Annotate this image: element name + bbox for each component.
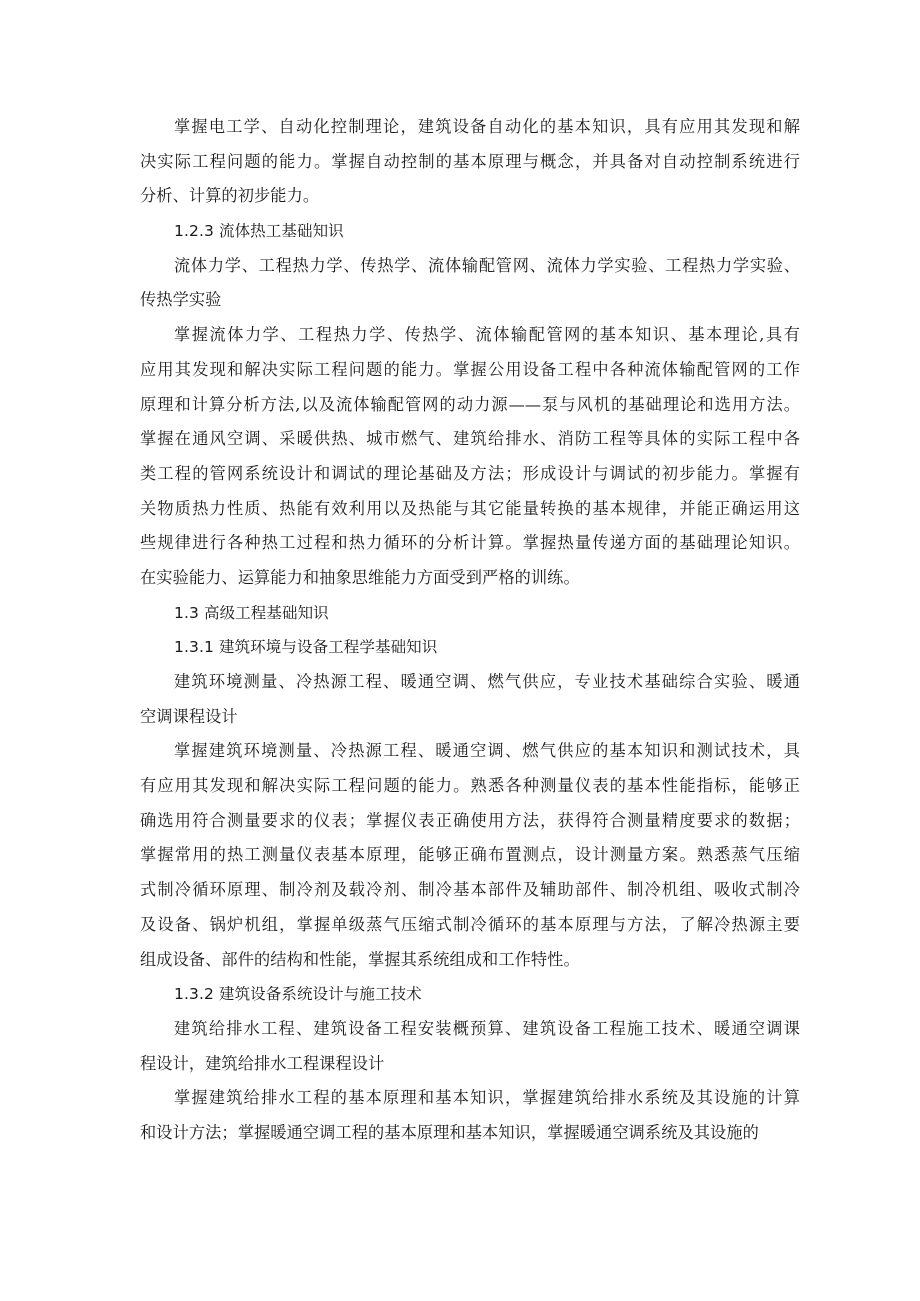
text-line: 掌握建筑给排水工程的基本原理和基本知识，掌握建筑给排水系统及其设施的计算 — [174, 1088, 800, 1108]
section-heading — [140, 630, 800, 665]
text-line: 建筑环境测量、冷热源工程、暖通空调、燃气供应，专业技术基础综合实验、暖通 — [174, 672, 800, 691]
text-line: 1.3.1 建筑环境与设备工程学基础知识 — [174, 638, 438, 657]
text-line: 及设备、锅炉机组，掌握单级蒸气压缩式制冷循环的基本原理与方法，了解冷热源主要 — [140, 914, 800, 934]
text-line: 程设计，建筑给排水工程课程设计 — [140, 1053, 385, 1073]
text-line: 建筑给排水工程、建筑设备工程安装概预算、建筑设备工程施工技术、暖通空调课 — [174, 1018, 800, 1038]
text-line: 掌握在通风空调、采暖供热、城市燃气、建筑给排水、消防工程等具体的实际工程中各 — [140, 429, 800, 449]
text-line: 1.2.3 流体热工基础知识 — [174, 222, 344, 241]
text-line: 掌握流体力学、工程热力学、传热学、流体输配管网的基本知识、基本理论,具有 — [174, 325, 800, 345]
text-line: 分析、计算的初步能力。 — [140, 186, 320, 206]
text-line: 确选用符合测量要求的仪表；掌握仪表正确使用方法，获得符合测量精度要求的数据； — [140, 810, 800, 830]
section-heading — [140, 977, 800, 1012]
paragraph — [140, 665, 800, 734]
text-line: 掌握常用的热工测量仪表基本原理，能够正确布置测点，设计测量方案。熟悉蒸气压缩 — [140, 845, 800, 865]
text-line: 掌握建筑环境测量、冷热源工程、暖通空调、燃气供应的基本知识和测试技术，具 — [174, 741, 800, 761]
text-line: 原理和计算分析方法,以及流体输配管网的动力源——泵与风机的基础理论和选用方法。 — [140, 394, 800, 414]
text-line: 关物质热力性质、热能有效利用以及热能与其它能量转换的基本规律，并能正确运用这 — [140, 498, 800, 518]
section-heading — [140, 214, 800, 249]
text-line: 有应用其发现和解决实际工程问题的能力。熟悉各种测量仪表的基本性能指标，能够正 — [140, 776, 800, 796]
text-line: 应用其发现和解决实际工程问题的能力。掌握公用设备工程中各种流体输配管网的工作 — [140, 359, 800, 379]
text-line: 掌握电工学、自动化控制理论，建筑设备自动化的基本知识，具有应用其发现和解 — [174, 117, 800, 136]
text-line: 和设计方法；掌握暖通空调工程的基本原理和基本知识，掌握暖通空调系统及其设施的 — [140, 1122, 759, 1142]
paragraph — [140, 1012, 800, 1081]
paragraph — [140, 110, 800, 214]
text-line: 1.3.2 建筑设备系统设计与施工技术 — [174, 985, 422, 1004]
text-line: 空调课程设计 — [140, 706, 238, 726]
text-line: 式制冷循环原理、制冷剂及载冷剂、制冷基本部件及辅助部件、制冷机组、吸收式制冷 — [140, 880, 800, 900]
paragraph — [140, 1081, 800, 1150]
text-line: 1.3 高级工程基础知识 — [174, 603, 329, 622]
document-page — [140, 110, 800, 1151]
text-line: 决实际工程问题的能力。掌握自动控制的基本原理与概念，并具备对自动控制系统进行 — [140, 151, 800, 171]
text-line: 传热学实验 — [140, 290, 222, 310]
text-line: 组成设备、部件的结构和性能，掌握其系统组成和工作特性。 — [140, 949, 580, 969]
paragraph — [140, 318, 800, 596]
paragraph — [140, 734, 800, 977]
paragraph — [140, 249, 800, 318]
text-line: 类工程的管网系统设计和调试的理论基础及方法；形成设计与调试的初步能力。掌握有 — [140, 463, 800, 483]
section-heading — [140, 596, 800, 631]
text-line: 些规律进行各种热工过程和热力循环的分析计算。掌握热量传递方面的基础理论知识。 — [140, 533, 800, 553]
text-line: 流体力学、工程热力学、传热学、流体输配管网、流体力学实验、工程热力学实验、 — [174, 255, 800, 275]
text-line: 在实验能力、运算能力和抽象思维能力方面受到严格的训练。 — [140, 567, 580, 587]
